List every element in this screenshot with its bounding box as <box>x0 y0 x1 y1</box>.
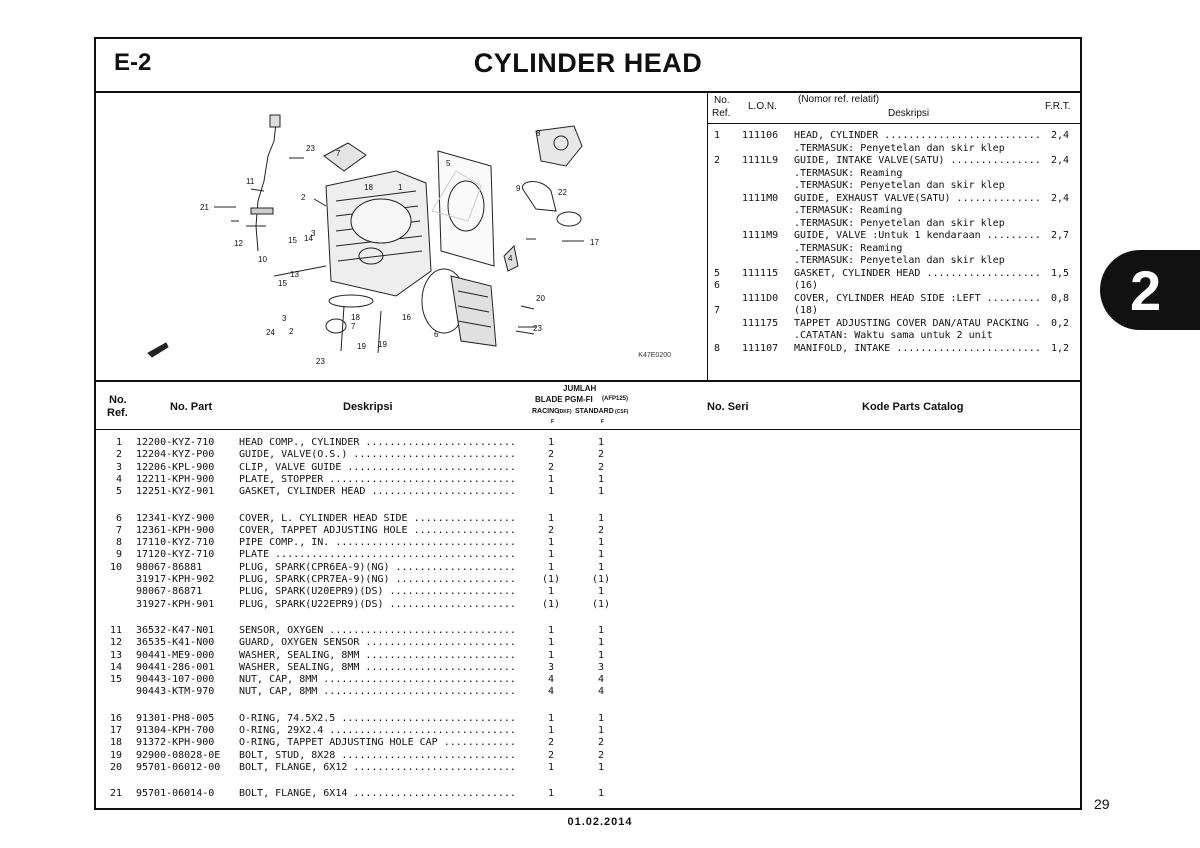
reference-row <box>708 318 1082 330</box>
col-jumlah: JUMLAH <box>563 384 597 393</box>
part-row <box>96 574 1080 586</box>
part-row <box>96 637 1080 649</box>
col-standard-code: (CSF) <box>615 409 629 415</box>
part-row <box>96 537 1080 549</box>
part-ref: 4 <box>115 473 122 485</box>
part-racing: 2 <box>547 524 555 536</box>
part-part: 12200-KYZ-710 <box>136 437 215 448</box>
callout-label: 22 <box>558 188 567 197</box>
part-racing: 2 <box>547 737 555 749</box>
part-part: 12361-KPH-900 <box>136 524 215 536</box>
part-racing: 1 <box>547 761 555 773</box>
part-part: 91372-KPH-900 <box>136 737 215 749</box>
print-date: 01.02.2014 <box>567 816 633 828</box>
part-row <box>96 737 1080 749</box>
part-row <box>96 474 1080 486</box>
part-row <box>96 625 1080 637</box>
part-row <box>96 650 1080 662</box>
part-row <box>96 586 1080 598</box>
reference-desc: GUIDE, EXHAUST VALVE(SATU) .............. <box>794 192 1041 204</box>
part-row <box>96 462 1080 474</box>
part-standard: 1 <box>597 586 605 598</box>
part-desc: PLUG, SPARK(U20EPR9)(DS) ..................... <box>239 586 516 598</box>
callout-label: 3 <box>311 229 316 238</box>
col-catalog: Kode Parts Catalog <box>862 401 964 413</box>
part-part: 36532-K47-N01 <box>136 624 215 636</box>
part-part: 31917-KPH-902 <box>136 574 215 585</box>
part-racing: 1 <box>547 537 555 549</box>
reference-frt: 0,2 <box>1051 317 1070 329</box>
part-desc: PLUG, SPARK(U22EPR9)(DS) ..................... <box>239 598 516 610</box>
part-part: 91304-KPH-700 <box>136 725 215 736</box>
reference-desc: .TERMASUK: Reaming <box>794 205 903 216</box>
part-ref: 2 <box>115 449 122 461</box>
reference-row <box>708 305 1082 317</box>
part-standard: 4 <box>597 674 605 686</box>
col-model-code: (AFP125) <box>602 396 629 402</box>
col-f-standard: F <box>601 419 605 425</box>
part-standard: 3 <box>597 661 605 673</box>
callout-label: 24 <box>266 328 275 337</box>
part-ref: 18 <box>109 737 122 749</box>
part-racing: 3 <box>547 661 555 673</box>
part-ref: 3 <box>115 461 122 473</box>
part-racing: (1) <box>541 574 561 585</box>
part-part: 36535-K41-N00 <box>136 637 215 649</box>
reference-row <box>708 168 1082 180</box>
part-racing: 1 <box>547 788 555 800</box>
part-ref: 9 <box>115 549 122 561</box>
part-desc: SENSOR, OXYGEN ............................... <box>239 624 516 636</box>
reference-row <box>708 293 1082 305</box>
ref-deskripsi-label: Deskripsi <box>888 108 930 119</box>
reference-row <box>708 193 1082 205</box>
part-ref: 14 <box>109 661 122 673</box>
part-desc: GUIDE, VALVE(O.S.) ........................... <box>239 449 516 461</box>
part-desc: BOLT, STUD, 8X28 ............................. <box>239 749 516 761</box>
reference-no: 7 <box>714 305 721 316</box>
reference-frt: 0,8 <box>1051 292 1070 304</box>
part-row <box>96 437 1080 449</box>
reference-lon: 111106 <box>742 130 779 141</box>
callout-label: 11 <box>246 177 255 186</box>
part-standard: 1 <box>597 486 605 498</box>
reference-desc: (16) <box>794 280 819 291</box>
reference-desc: GUIDE, VALVE :Untuk 1 kendaraan ......... <box>794 230 1041 241</box>
reference-desc: GUIDE, INTAKE VALVE(SATU) ............... <box>794 155 1041 166</box>
callout-label: 19 <box>378 340 387 349</box>
part-ref: 20 <box>109 761 122 773</box>
part-ref: 21 <box>109 788 122 800</box>
col-f-racing: F <box>551 419 555 425</box>
part-standard: 1 <box>597 437 605 448</box>
part-desc: PLUG, SPARK(CPR7EA-9)(NG) .................... <box>239 574 516 585</box>
reference-lon: 111175 <box>742 317 779 329</box>
reference-desc: MANIFOLD, INTAKE ........................ <box>794 342 1041 354</box>
part-desc: PLUG, SPARK(CPR6EA-9)(NG) .................... <box>239 561 516 573</box>
callout-label: 4 <box>508 254 513 263</box>
callout-label: 6 <box>434 330 439 339</box>
col-model: BLADE PGM-FI <box>535 395 593 404</box>
part-racing: 1 <box>547 725 555 736</box>
part-ref: 13 <box>109 649 122 661</box>
ref-frt-label: F.R.T. <box>1045 101 1071 112</box>
reference-desc: HEAD, CYLINDER .......................... <box>794 130 1041 141</box>
part-racing: 1 <box>547 561 555 573</box>
col-standard: STANDARD <box>575 408 614 415</box>
reference-frt: 2,4 <box>1051 155 1070 166</box>
reference-desc: .TERMASUK: Reaming <box>794 167 903 179</box>
part-standard: 2 <box>597 749 605 761</box>
part-part: 98067-86881 <box>136 561 203 573</box>
reference-desc: .TERMASUK: Penyetelan dan skir klep <box>794 180 1005 191</box>
part-part: 12251-KYZ-901 <box>136 486 215 498</box>
part-part: 90443-107-000 <box>136 674 215 686</box>
reference-frt: 1,2 <box>1051 342 1070 354</box>
reference-row <box>708 180 1082 192</box>
callout-label: 21 <box>200 203 209 212</box>
callout-label: 19 <box>357 342 366 351</box>
reference-lon: 111115 <box>742 267 779 279</box>
part-racing: (1) <box>541 598 561 610</box>
part-row <box>96 599 1080 611</box>
reference-no: 8 <box>714 342 721 354</box>
part-standard: 1 <box>597 725 605 736</box>
reference-panel <box>708 91 1082 380</box>
reference-no: 2 <box>714 155 721 166</box>
part-row <box>96 525 1080 537</box>
part-desc: O-RING, 74.5X2.5 ............................. <box>239 712 516 724</box>
figure-code: K47E0200 <box>638 352 671 359</box>
part-desc: GUARD, OXYGEN SENSOR ......................... <box>239 637 516 649</box>
part-standard: 1 <box>597 512 605 524</box>
part-ref: 17 <box>109 725 122 736</box>
reference-lon: 111107 <box>742 342 779 354</box>
part-standard: 1 <box>597 473 605 485</box>
ref-no-label: No. <box>714 95 730 106</box>
callout-label: 10 <box>258 255 267 264</box>
col-racing-code: (DKF) <box>558 409 572 415</box>
part-desc: NUT, CAP, 8MM ................................ <box>239 674 516 686</box>
callout-label: 2 <box>289 327 294 336</box>
ref-lon-label: L.O.N. <box>748 101 777 112</box>
callout-label: 2 <box>301 193 306 202</box>
part-standard: (1) <box>591 598 611 610</box>
part-racing: 1 <box>547 549 555 561</box>
callout-label: 20 <box>536 294 545 303</box>
reference-desc: .TERMASUK: Penyetelan dan skir klep <box>794 142 1005 154</box>
reference-desc: TAPPET ADJUSTING COVER DAN/ATAU PACKING . <box>794 317 1041 329</box>
callout-label: 23 <box>316 357 325 366</box>
part-standard: 1 <box>597 712 605 724</box>
part-standard: 2 <box>597 461 605 473</box>
part-row <box>96 549 1080 561</box>
reference-lon: 1111M0 <box>742 192 779 204</box>
part-part: 92900-08028-0E <box>136 749 221 761</box>
part-part: 31927-KPH-901 <box>136 598 215 610</box>
callout-label: 7 <box>336 149 341 158</box>
part-desc: GASKET, CYLINDER HEAD ........................ <box>239 486 516 498</box>
part-row <box>96 725 1080 737</box>
part-desc: WASHER, SEALING, 8MM ......................... <box>239 661 516 673</box>
part-racing: 1 <box>547 486 555 498</box>
parts-table-header <box>96 380 1080 430</box>
part-part: 98067-86871 <box>136 586 203 598</box>
reference-row <box>708 255 1082 267</box>
reference-desc: GASKET, CYLINDER HEAD ................... <box>794 267 1041 279</box>
part-ref: 19 <box>109 749 122 761</box>
reference-row <box>708 243 1082 255</box>
reference-desc: (18) <box>794 305 819 316</box>
part-row <box>96 449 1080 461</box>
callout-label: 17 <box>590 238 599 247</box>
part-standard: 1 <box>597 637 605 649</box>
reference-row <box>708 143 1082 155</box>
callout-label: 23 <box>306 144 315 153</box>
part-ref: 8 <box>115 537 122 549</box>
callout-label: 9 <box>516 184 521 193</box>
reference-row <box>708 155 1082 167</box>
part-desc: HEAD COMP., CYLINDER ......................... <box>239 437 516 448</box>
reference-row <box>708 230 1082 242</box>
reference-frt: 2,7 <box>1051 230 1070 241</box>
part-desc: COVER, TAPPET ADJUSTING HOLE ................. <box>239 524 516 536</box>
part-desc: BOLT, FLANGE, 6X12 ........................... <box>239 761 516 773</box>
reference-row <box>708 205 1082 217</box>
part-desc: PLATE ........................................ <box>239 549 516 561</box>
col-racing: RACING <box>532 408 560 415</box>
part-racing: 1 <box>547 437 555 448</box>
reference-desc: .TERMASUK: Penyetelan dan skir klep <box>794 217 1005 229</box>
reference-header <box>708 91 1082 124</box>
part-standard: 1 <box>597 549 605 561</box>
callout-label: 23 <box>533 324 542 333</box>
part-standard: 2 <box>597 737 605 749</box>
part-ref: 5 <box>115 486 122 498</box>
reference-row <box>708 268 1082 280</box>
part-row <box>96 662 1080 674</box>
part-ref: 10 <box>109 561 122 573</box>
part-ref: 15 <box>109 674 122 686</box>
part-racing: 2 <box>547 449 555 461</box>
reference-lon: 1111M9 <box>742 230 779 241</box>
part-part: 12206-KPL-900 <box>136 461 215 473</box>
part-part: 90443-KTM-970 <box>136 686 215 698</box>
catalog-page-frame <box>94 37 1082 810</box>
section-code: E-2 <box>114 49 152 76</box>
part-part: 17110-KYZ-710 <box>136 537 215 549</box>
part-desc: WASHER, SEALING, 8MM ......................... <box>239 649 516 661</box>
reference-desc: COVER, CYLINDER HEAD SIDE :LEFT ......... <box>794 292 1041 304</box>
part-standard: 1 <box>597 649 605 661</box>
part-desc: O-RING, 29X2.4 ............................... <box>239 725 516 736</box>
part-row <box>96 486 1080 498</box>
part-racing: 1 <box>547 649 555 661</box>
col-part: No. Part <box>170 401 213 413</box>
callout-label: 14 <box>304 234 313 243</box>
callout-label: 12 <box>234 239 243 248</box>
part-racing: 1 <box>547 712 555 724</box>
col-ref: Ref. <box>107 407 128 419</box>
reference-row <box>708 280 1082 292</box>
part-standard: 1 <box>597 624 605 636</box>
ref-ref-label: Ref. <box>712 108 731 119</box>
part-row <box>96 788 1080 800</box>
callout-label: 18 <box>364 183 373 192</box>
part-ref: 11 <box>109 624 122 636</box>
part-racing: 4 <box>547 674 555 686</box>
part-row <box>96 674 1080 686</box>
page-title: CYLINDER HEAD <box>473 48 703 78</box>
cylinder-head-drawing <box>96 91 708 380</box>
reference-desc: .TERMASUK: Penyetelan dan skir klep <box>794 255 1005 266</box>
part-row <box>96 762 1080 774</box>
reference-no: 1 <box>714 130 721 141</box>
reference-lon: 1111L9 <box>742 155 779 166</box>
part-ref: 12 <box>109 637 122 649</box>
part-desc: PIPE COMP., IN. .............................. <box>239 537 516 549</box>
callout-label: 15 <box>278 279 287 288</box>
part-racing: 1 <box>547 637 555 649</box>
part-row <box>96 750 1080 762</box>
part-row <box>96 513 1080 525</box>
part-standard: 4 <box>597 686 605 698</box>
col-no: No. <box>109 394 127 406</box>
reference-row <box>708 218 1082 230</box>
part-ref: 6 <box>115 512 122 524</box>
part-ref: 16 <box>109 712 122 724</box>
part-part: 12211-KPH-900 <box>136 473 215 485</box>
section-tab-number: 2 <box>1130 259 1162 322</box>
callout-label: 13 <box>290 270 299 279</box>
col-seri: No. Seri <box>707 401 749 413</box>
part-desc: O-RING, TAPPET ADJUSTING HOLE CAP ............ <box>239 737 516 749</box>
exploded-diagram <box>96 91 708 380</box>
page-header <box>96 39 1080 93</box>
section-tab <box>1100 250 1200 330</box>
part-row <box>96 686 1080 698</box>
part-desc: BOLT, FLANGE, 6X14 ........................... <box>239 788 516 800</box>
part-part: 91301-PH8-005 <box>136 712 215 724</box>
part-standard: 1 <box>597 537 605 549</box>
part-desc: NUT, CAP, 8MM ................................ <box>239 686 516 698</box>
reference-frt: 2,4 <box>1051 192 1070 204</box>
reference-desc: .TERMASUK: Reaming <box>794 242 903 254</box>
part-racing: 1 <box>547 624 555 636</box>
part-standard: (1) <box>591 574 611 585</box>
callout-label: 3 <box>282 314 287 323</box>
callout-label: 7 <box>351 322 356 331</box>
reference-frt: 1,5 <box>1051 267 1070 279</box>
part-part: 90441-ME9-000 <box>136 649 215 661</box>
part-racing: 1 <box>547 473 555 485</box>
part-row <box>96 562 1080 574</box>
reference-desc: .CATATAN: Waktu sama untuk 2 unit <box>794 330 993 341</box>
part-standard: 1 <box>597 561 605 573</box>
part-racing: 1 <box>547 586 555 598</box>
part-part: 12204-KYZ-P00 <box>136 449 215 461</box>
col-desc: Deskripsi <box>343 401 393 413</box>
reference-row <box>708 130 1082 142</box>
part-racing: 1 <box>547 512 555 524</box>
callout-label: 18 <box>351 313 360 322</box>
part-standard: 1 <box>597 788 605 800</box>
callout-label: 8 <box>536 129 541 138</box>
part-part: 95701-06014-0 <box>136 788 215 800</box>
part-racing: 2 <box>547 461 555 473</box>
callout-label: 15 <box>288 236 297 245</box>
callout-label: 16 <box>402 313 411 322</box>
reference-lon: 1111D0 <box>742 292 779 304</box>
part-standard: 1 <box>597 761 605 773</box>
reference-no: 5 <box>714 267 721 279</box>
part-racing: 4 <box>547 686 555 698</box>
part-desc: CLIP, VALVE GUIDE ............................ <box>239 461 516 473</box>
part-part: 17120-KYZ-710 <box>136 549 215 561</box>
part-part: 12341-KYZ-900 <box>136 512 215 524</box>
callout-label: 5 <box>446 159 451 168</box>
part-standard: 2 <box>597 449 605 461</box>
part-part: 95701-06012-00 <box>136 761 221 773</box>
part-desc: PLATE, STOPPER ............................... <box>239 473 516 485</box>
part-standard: 2 <box>597 524 605 536</box>
callout-label: 1 <box>398 183 403 192</box>
reference-row <box>708 330 1082 342</box>
part-ref: 7 <box>115 524 122 536</box>
reference-row <box>708 343 1082 355</box>
part-row <box>96 713 1080 725</box>
ref-nomor-label: (Nomor ref. relatif) <box>798 94 880 105</box>
part-ref: 1 <box>115 437 122 448</box>
page-number: 29 <box>1094 796 1110 812</box>
reference-no: 6 <box>714 280 721 291</box>
reference-frt: 2,4 <box>1051 130 1070 141</box>
part-desc: COVER, L. CYLINDER HEAD SIDE ................. <box>239 512 516 524</box>
part-racing: 2 <box>547 749 555 761</box>
part-part: 90441-286-001 <box>136 661 215 673</box>
